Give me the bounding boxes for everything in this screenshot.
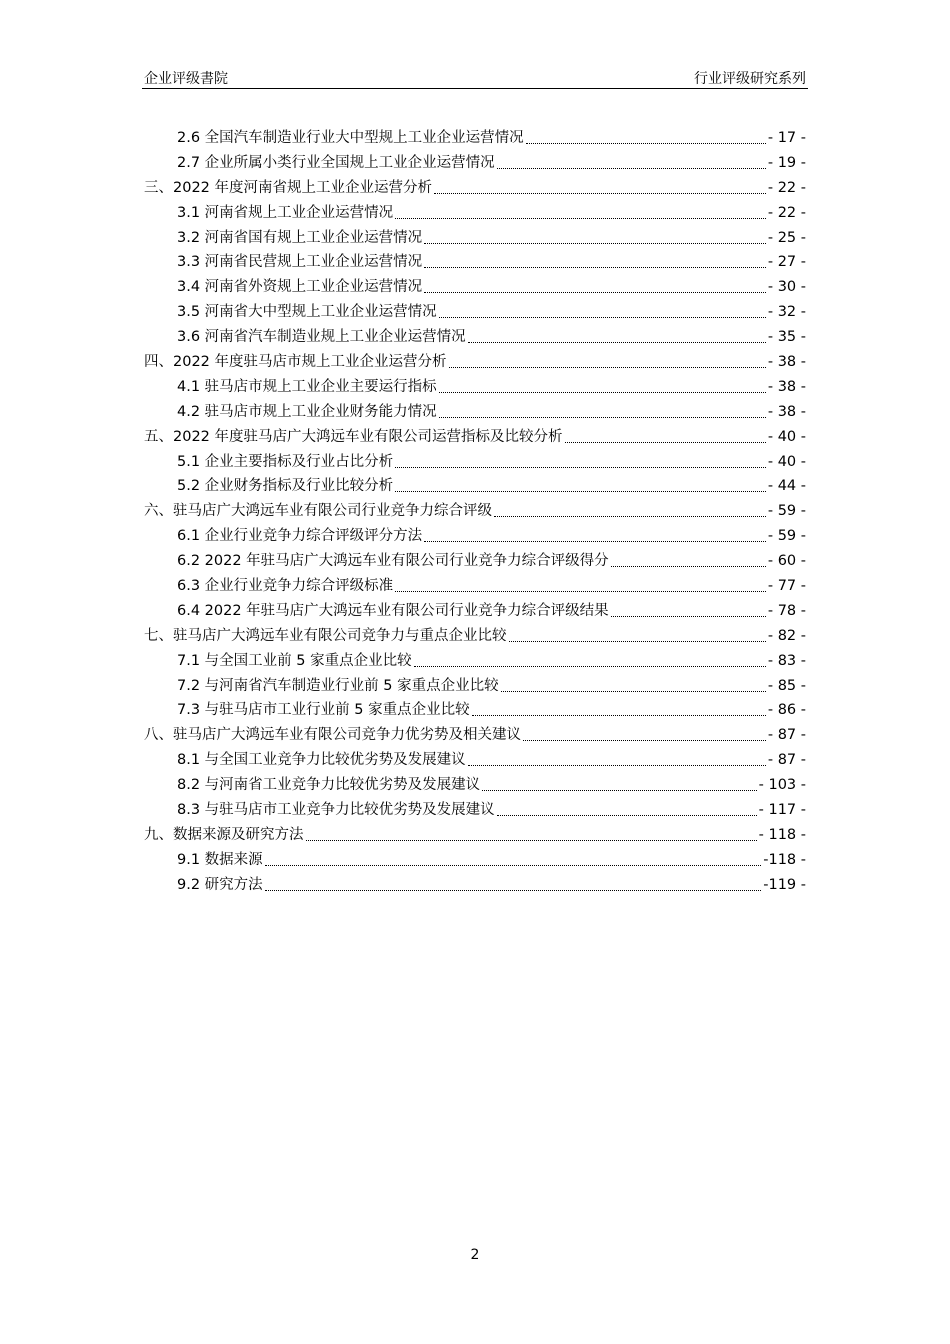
toc-entry-title: 7.1 与全国工业前 5 家重点企业比较 bbox=[177, 652, 412, 669]
toc-entry[interactable] bbox=[144, 450, 806, 475]
toc-entry-title: 8.3 与驻马店市工业竞争力比较优劣势及发展建议 bbox=[177, 802, 495, 819]
toc-entry-page: - 59 - bbox=[767, 503, 806, 520]
toc-entry-page: - 59 - bbox=[767, 528, 806, 545]
toc-dot-leader bbox=[265, 890, 762, 891]
toc-entry-page: - 86 - bbox=[767, 702, 806, 719]
toc-entry[interactable] bbox=[144, 723, 806, 748]
toc-entry-title: 4.1 驻马店市规上工业企业主要运行指标 bbox=[177, 378, 437, 395]
toc-entry[interactable] bbox=[144, 848, 806, 873]
toc-entry[interactable] bbox=[144, 474, 806, 499]
toc-entry-title: 2.6 全国汽车制造业行业大中型规上工业企业运营情况 bbox=[177, 130, 524, 146]
toc-entry-title: 7.3 与驻马店市工业行业前 5 家重点企业比较 bbox=[177, 702, 470, 719]
toc-dot-leader bbox=[395, 467, 766, 468]
toc-entry-title: 3.2 河南省国有规上工业企业运营情况 bbox=[177, 229, 423, 246]
toc-entry-page: - 60 - bbox=[767, 553, 806, 570]
toc-entry-page: - 83 - bbox=[767, 652, 806, 669]
toc-entry-page: -119 - bbox=[763, 876, 806, 893]
header-left-title: 企业评级書院 bbox=[144, 71, 228, 87]
toc-dot-leader bbox=[395, 218, 766, 219]
toc-entry[interactable] bbox=[144, 375, 806, 400]
toc-dot-leader bbox=[424, 541, 766, 542]
toc-entry-title: 五、2022 年度驻马店广大鸿远车业有限公司运营指标及比较分析 bbox=[144, 428, 563, 445]
toc-entry-title: 三、2022 年度河南省规上工业企业运营分析 bbox=[144, 179, 433, 196]
toc-entry-title: 9.1 数据来源 bbox=[177, 851, 263, 868]
toc-entry[interactable] bbox=[144, 126, 806, 151]
toc-entry-title: 六、驻马店广大鸿远车业有限公司行业竞争力综合评级 bbox=[144, 503, 492, 520]
toc-entry-page: - 78 - bbox=[767, 602, 806, 619]
toc-dot-leader bbox=[424, 243, 766, 244]
toc-entry-title: 八、驻马店广大鸿远车业有限公司竞争力优劣势及相关建议 bbox=[144, 727, 521, 744]
toc-dot-leader bbox=[395, 591, 766, 592]
toc-entry-page: - 44 - bbox=[767, 478, 806, 495]
toc-entry-title: 6.3 企业行业竞争力综合评级标准 bbox=[177, 578, 394, 595]
toc-entry-title: 5.2 企业财务指标及行业比较分析 bbox=[177, 478, 394, 495]
toc-dot-leader bbox=[424, 292, 766, 293]
toc-entry-page: - 38 - bbox=[767, 354, 806, 371]
toc-dot-leader bbox=[497, 815, 757, 816]
toc-entry-page: - 77 - bbox=[767, 578, 806, 595]
toc-entry[interactable] bbox=[144, 599, 806, 624]
toc-entry-title: 7.2 与河南省汽车制造业行业前 5 家重点企业比较 bbox=[177, 677, 499, 694]
toc-entry[interactable] bbox=[144, 300, 806, 325]
toc-entry-title: 6.1 企业行业竞争力综合评级评分方法 bbox=[177, 528, 423, 545]
toc-entry[interactable] bbox=[144, 151, 806, 176]
toc-entry-title: 8.2 与河南省工业竞争力比较优劣势及发展建议 bbox=[177, 777, 481, 794]
toc-dot-leader bbox=[509, 641, 766, 642]
toc-dot-leader bbox=[523, 740, 766, 741]
toc-entry-title: 6.4 2022 年驻马店广大鸿远车业有限公司行业竞争力综合评级结果 bbox=[177, 602, 609, 619]
toc-dot-leader bbox=[439, 417, 766, 418]
toc-entry-page: - 32 - bbox=[767, 304, 806, 321]
toc-entry-page: - 87 - bbox=[767, 752, 806, 769]
toc-dot-leader bbox=[424, 267, 766, 268]
toc-entry-title: 6.2 2022 年驻马店广大鸿远车业有限公司行业竞争力综合评级得分 bbox=[177, 553, 609, 570]
toc-dot-leader bbox=[482, 790, 756, 791]
toc-entry[interactable] bbox=[144, 873, 806, 898]
toc-entry-page: - 103 - bbox=[758, 777, 806, 794]
toc-dot-leader bbox=[526, 143, 766, 144]
toc-entry-page: - 40 - bbox=[767, 428, 806, 445]
table-of-contents bbox=[144, 126, 806, 898]
header-right-title: 行业评级研究系列 bbox=[694, 71, 806, 87]
header-divider bbox=[142, 88, 808, 89]
toc-entry[interactable] bbox=[144, 549, 806, 574]
toc-dot-leader bbox=[468, 765, 766, 766]
page-number: 2 bbox=[470, 1247, 480, 1263]
toc-entry-title: 3.4 河南省外资规上工业企业运营情况 bbox=[177, 279, 423, 296]
toc-entry-page: - 22 - bbox=[767, 204, 806, 221]
toc-entry[interactable] bbox=[144, 176, 806, 201]
toc-entry-title: 3.1 河南省规上工业企业运营情况 bbox=[177, 204, 394, 221]
toc-dot-leader bbox=[611, 616, 766, 617]
toc-entry[interactable] bbox=[144, 698, 806, 723]
toc-dot-leader bbox=[472, 715, 766, 716]
toc-entry-title: 5.1 企业主要指标及行业占比分析 bbox=[177, 453, 394, 470]
toc-entry-page: - 117 - bbox=[758, 802, 806, 819]
toc-entry-page: - 17 - bbox=[767, 130, 806, 146]
toc-dot-leader bbox=[611, 566, 766, 567]
toc-entry[interactable] bbox=[144, 773, 806, 798]
toc-entry-page: - 118 - bbox=[758, 826, 806, 843]
toc-dot-leader bbox=[497, 168, 766, 169]
toc-entry[interactable] bbox=[144, 350, 806, 375]
toc-entry[interactable] bbox=[144, 748, 806, 773]
toc-entry-title: 七、驻马店广大鸿远车业有限公司竞争力与重点企业比较 bbox=[144, 627, 507, 644]
toc-entry[interactable] bbox=[144, 674, 806, 699]
toc-dot-leader bbox=[501, 691, 766, 692]
toc-entry-page: - 27 - bbox=[767, 254, 806, 271]
toc-entry-title: 3.6 河南省汽车制造业规上工业企业运营情况 bbox=[177, 329, 466, 346]
toc-entry-title: 四、2022 年度驻马店市规上工业企业运营分析 bbox=[144, 354, 447, 371]
toc-entry-title: 九、数据来源及研究方法 bbox=[144, 826, 304, 843]
toc-entry[interactable] bbox=[144, 574, 806, 599]
toc-entry-page: - 19 - bbox=[767, 154, 806, 171]
toc-entry[interactable] bbox=[144, 275, 806, 300]
toc-entry-page: - 82 - bbox=[767, 627, 806, 644]
toc-dot-leader bbox=[468, 342, 766, 343]
toc-dot-leader bbox=[306, 840, 757, 841]
toc-dot-leader bbox=[494, 516, 766, 517]
toc-dot-leader bbox=[434, 193, 766, 194]
toc-entry-page: - 38 - bbox=[767, 403, 806, 420]
toc-entry-page: - 22 - bbox=[767, 179, 806, 196]
toc-entry-page: - 87 - bbox=[767, 727, 806, 744]
toc-entry-page: - 38 - bbox=[767, 378, 806, 395]
toc-entry-page: - 35 - bbox=[767, 329, 806, 346]
toc-entry-title: 3.5 河南省大中型规上工业企业运营情况 bbox=[177, 304, 437, 321]
toc-entry[interactable] bbox=[144, 250, 806, 275]
toc-entry-page: - 40 - bbox=[767, 453, 806, 470]
toc-dot-leader bbox=[439, 317, 766, 318]
toc-dot-leader bbox=[265, 865, 762, 866]
toc-entry[interactable] bbox=[144, 823, 806, 848]
toc-entry[interactable] bbox=[144, 425, 806, 450]
toc-entry[interactable] bbox=[144, 201, 806, 226]
toc-entry-page: - 25 - bbox=[767, 229, 806, 246]
toc-entry[interactable] bbox=[144, 524, 806, 549]
toc-entry-title: 9.2 研究方法 bbox=[177, 876, 263, 893]
toc-dot-leader bbox=[439, 392, 766, 393]
toc-entry[interactable] bbox=[144, 624, 806, 649]
toc-dot-leader bbox=[395, 491, 766, 492]
toc-entry-title: 3.3 河南省民营规上工业企业运营情况 bbox=[177, 254, 423, 271]
toc-entry-page: - 30 - bbox=[767, 279, 806, 296]
toc-entry-title: 8.1 与全国工业竞争力比较优劣势及发展建议 bbox=[177, 752, 466, 769]
toc-dot-leader bbox=[449, 367, 766, 368]
toc-entry[interactable] bbox=[144, 325, 806, 350]
toc-dot-leader bbox=[565, 442, 766, 443]
toc-entry[interactable] bbox=[144, 499, 806, 524]
toc-entry-title: 4.2 驻马店市规上工业企业财务能力情况 bbox=[177, 403, 437, 420]
toc-entry[interactable] bbox=[144, 226, 806, 251]
toc-entry[interactable] bbox=[144, 400, 806, 425]
toc-entry[interactable] bbox=[144, 798, 806, 823]
toc-dot-leader bbox=[414, 666, 766, 667]
toc-entry-page: -118 - bbox=[763, 851, 806, 868]
toc-entry[interactable] bbox=[144, 649, 806, 674]
toc-entry-page: - 85 - bbox=[767, 677, 806, 694]
toc-entry-title: 2.7 企业所属小类行业全国规上工业企业运营情况 bbox=[177, 154, 495, 171]
